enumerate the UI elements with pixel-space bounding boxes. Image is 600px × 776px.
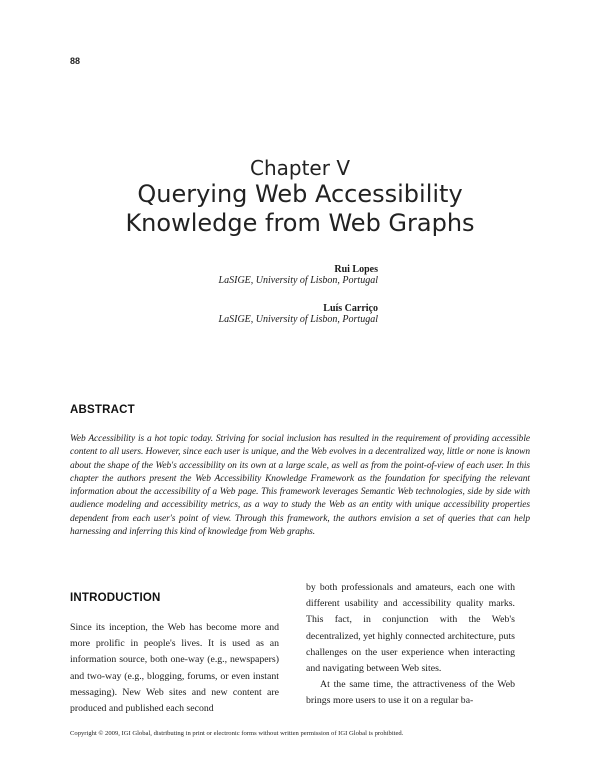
- intro-paragraph-left: Since its inception, the Web has become more and more prolific in people's lives. It is used as an information source, both one-way (e.g., newspapers) and two-way (e.g., blogging, forums, or even instant messaging). New Web sites and new content are produced and published each second: [70, 622, 279, 715]
- intro-paragraph-right-1: by both professionals and amateurs, each one with different usability and accessibility quality marks. This fact, in conjunction with the Web's decentralized, yet highly connected architecture, puts challenges on the user experience when interacting and navigating between Web sites.: [306, 582, 515, 675]
- abstract-heading: ABSTRACT: [70, 404, 135, 416]
- chapter-label: Chapter V: [250, 156, 350, 180]
- chapter-title: [40, 180, 560, 238]
- author-name: Rui Lopes: [334, 264, 378, 275]
- author-name: Luís Carriço: [323, 303, 378, 314]
- intro-paragraph-right-2: At the same time, the attractiveness of the Web brings more users to use it on a regular ba-: [306, 679, 515, 707]
- right-column: [306, 580, 515, 710]
- author-affiliation: LaSIGE, University of Lisbon, Portugal: [218, 314, 378, 325]
- author-2: [219, 303, 378, 325]
- abstract-text: Web Accessibility is a hot topic today. Striving for social inclusion has resulted in the requirement of providing accessible content to all users. However, since each user is unique, and the Web evolves in a decentralized way, little or none is known about the shape of the Web's accessibility on its own at a large scale, as well as from the point-of-view of each user. In this chapter the authors present the Web Accessibility Knowledge Framework as the foundation for specifying the relevant information about the accessibility of a Web page. This framework leverages Semantic Web technologies, side by side with audience modeling and accessibility metrics, as a way to study the Web as an entity with unique accessibility properties dependent from each user's point of view. Through this framework, the authors envision a set of queries that can help harnessing and inferring this kind of knowledge from Web graphs.: [70, 434, 530, 538]
- chapter-title-line-2: Knowledge from Web Graphs: [125, 209, 475, 237]
- page-number: 88: [70, 56, 81, 66]
- author-1: [219, 264, 378, 286]
- chapter-title-line-1: Querying Web Accessibility: [137, 180, 463, 208]
- left-column: [70, 620, 279, 717]
- introduction-heading: INTRODUCTION: [70, 592, 161, 604]
- author-affiliation: LaSIGE, University of Lisbon, Portugal: [218, 275, 378, 286]
- copyright-notice: Copyright © 2009, IGI Global, distributing in print or electronic forms without written permission of IGI Global is prohibited.: [70, 730, 404, 737]
